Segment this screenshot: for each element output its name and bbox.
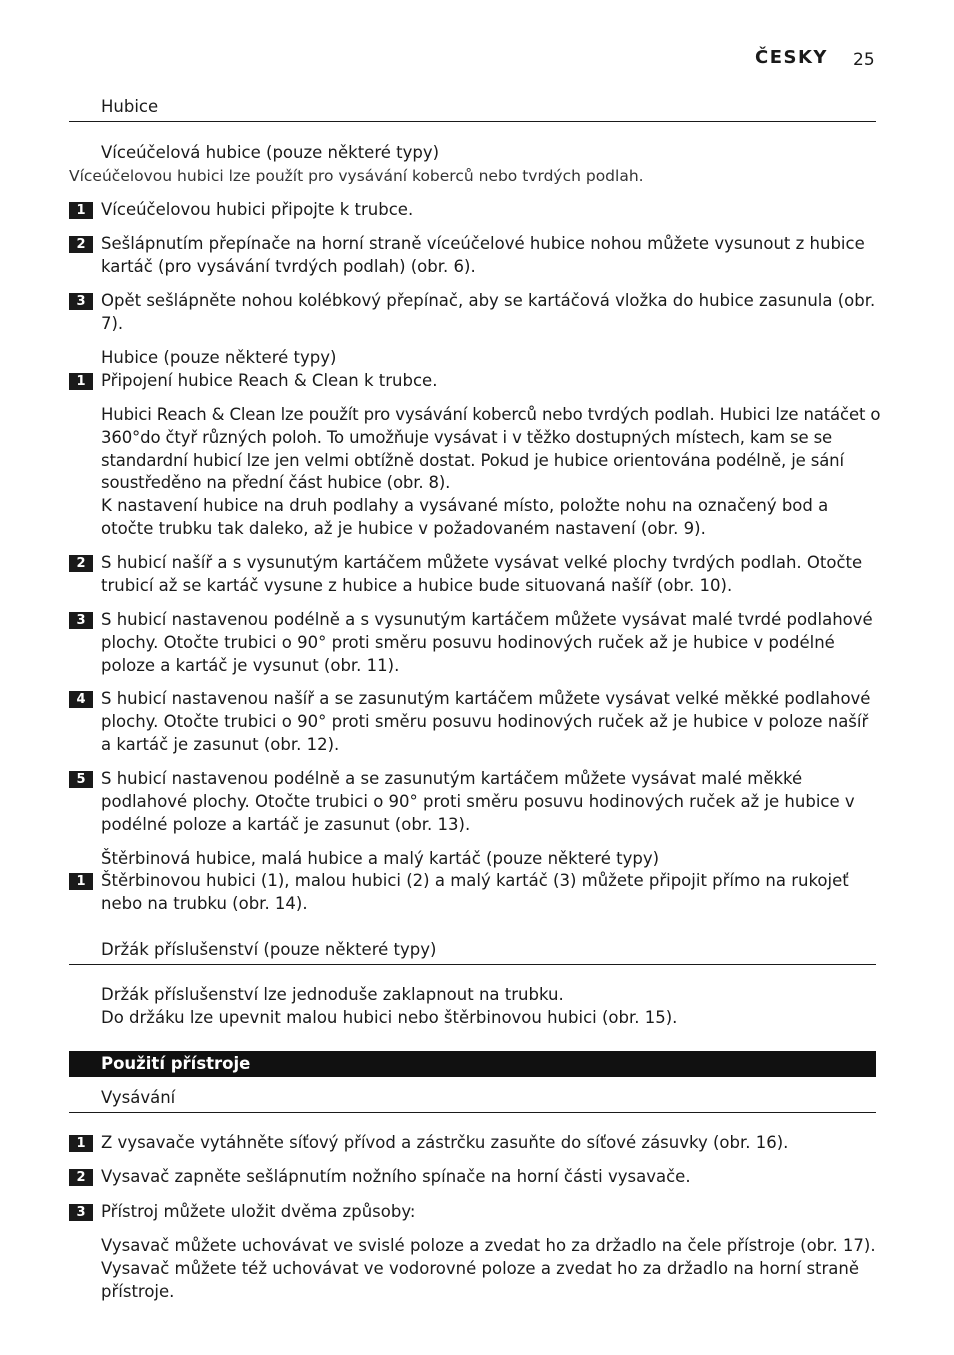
step-number-badge: 5 [69, 771, 93, 788]
section-heading-accessory-holder: Držák příslušenství (pouze některé typy) [101, 940, 437, 959]
chapter-title-bar [69, 1051, 876, 1077]
step-number-badge: 1 [69, 202, 93, 219]
step-text: S hubicí našíř a s vysunutým kartáčem můžete vysávat velké plochy tvrdých podlah. Otočte trubicí až se kartáč vysune z hubice a hubice bude situovaná našíř (obr. 10). [101, 553, 863, 595]
holder-text-line: Držák příslušenství lze jednoduše zaklapnout na trubku. [101, 985, 564, 1004]
step-text: S hubicí nastavenou podélně a se zasunutým kartáčem můžete vysávat malé měkké podlahové plochy. Otočte trubici o 90° proti směru posuvu hodinových ruček až je hubice v podélné poloze a kartáč je zasunut (obr. 13). [101, 769, 855, 834]
step-text: S hubicí nastavenou podélně a s vysunutým kartáčem můžete vysávat malé tvrdé podlahové plochy. Otočte trubici o 90° proti směru posuvu hodinových ruček až je hubice v podélné poloze a kartáč je vysunut (obr. 11). [101, 610, 873, 675]
step-text: Štěrbinovou hubici (1), malou hubici (2) a malý kartáč (3) můžete připojit přímo na rukojeť nebo na trubku (obr. 14). [101, 871, 849, 913]
step-text: Přístroj můžete uložit dvěma způsoby: [101, 1202, 416, 1221]
step-number-badge: 3 [69, 612, 93, 629]
step-number-badge: 3 [69, 293, 93, 310]
step-number-badge: 1 [69, 373, 93, 390]
step-number-badge: 2 [69, 236, 93, 253]
step-number-badge: 2 [69, 1169, 93, 1186]
step-text: Víceúčelovou hubici připojte k trubce. [101, 200, 414, 219]
step-number-badge: 2 [69, 555, 93, 572]
step-number-badge: 1 [69, 1135, 93, 1152]
subsection-title-multi-nozzle: Víceúčelová hubice (pouze některé typy) [101, 143, 440, 162]
step-number-badge: 4 [69, 691, 93, 708]
step-text: Vysavač zapněte sešlápnutím nožního spínače na horní části vysavače. [101, 1167, 691, 1186]
section-divider [69, 964, 876, 965]
section-divider [69, 1112, 876, 1113]
chapter-title: Použití přístroje [101, 1054, 251, 1073]
multi-nozzle-intro: Víceúčelovou hubici lze použít pro vysávání koberců nebo tvrdých podlah. [69, 167, 644, 185]
reach-clean-description: Hubici Reach & Clean lze použít pro vysávání koberců nebo tvrdých podlah. Hubici lze natáčet o 360°do čtyř různých poloh. To umožňuje vysávat i v těžko dostupných místech, kam se se standardní hubicí lze jen velmi obtížně dostat. Pokud je hubice orientována podélně, je sání soustředěno na přední část hubice (obr. 8). [101, 405, 881, 493]
step-text: Opět sešlápněte nohou kolébkový přepínač, aby se kartáčová vložka do hubice zasunula (obr. 7). [101, 291, 876, 333]
section-divider [69, 121, 876, 122]
reach-clean-setting-note: K nastavení hubice na druh podlahy a vysávané místo, položte nohu na označený bod a otočte trubku tak daleko, až je hubice v požadovaném nastavení (obr. 9). [101, 496, 829, 538]
step-text: Z vysavače vytáhněte síťový přívod a zástrčku zasuňte do síťové zásuvky (obr. 16). [101, 1133, 789, 1152]
subsection-title-crevice: Štěrbinová hubice, malá hubice a malý kartáč (pouze některé typy) [101, 849, 660, 868]
step-number-badge: 3 [69, 1204, 93, 1221]
subsection-title-reach-clean: Hubice (pouze některé typy) [101, 348, 337, 367]
language-label: ČESKY [755, 47, 828, 68]
holder-text-line: Do držáku lze upevnit malou hubici nebo štěrbinovou hubici (obr. 15). [101, 1008, 678, 1027]
step-number-badge: 1 [69, 873, 93, 890]
step-text: Sešlápnutím přepínače na horní straně víceúčelové hubice nohou můžete vysunout z hubice kartáč (pro vysávání tvrdých podlah) (obr. 6). [101, 234, 865, 276]
section-heading-vacuuming: Vysávání [101, 1088, 176, 1107]
step-text: S hubicí nastavenou našíř a se zasunutým kartáčem můžete vysávat velké měkké podlahové plochy. Otočte trubici o 90° proti směru posuvu hodinových ruček až je hubice v poloze našíř a kartáč je zasunut (obr. 12). [101, 689, 871, 754]
step-text: Připojení hubice Reach & Clean k trubce. [101, 371, 438, 390]
storage-text: Vysavač můžete uchovávat ve svislé poloze a zvedat ho za držadlo na čele přístroje (obr. 17). [101, 1236, 876, 1255]
section-heading-nozzles: Hubice [101, 97, 159, 116]
storage-text: Vysavač můžete též uchovávat ve vodorovné poloze a zvedat ho za držadlo na horní straně přístroje. [101, 1259, 860, 1301]
page-number: 25 [853, 50, 875, 70]
